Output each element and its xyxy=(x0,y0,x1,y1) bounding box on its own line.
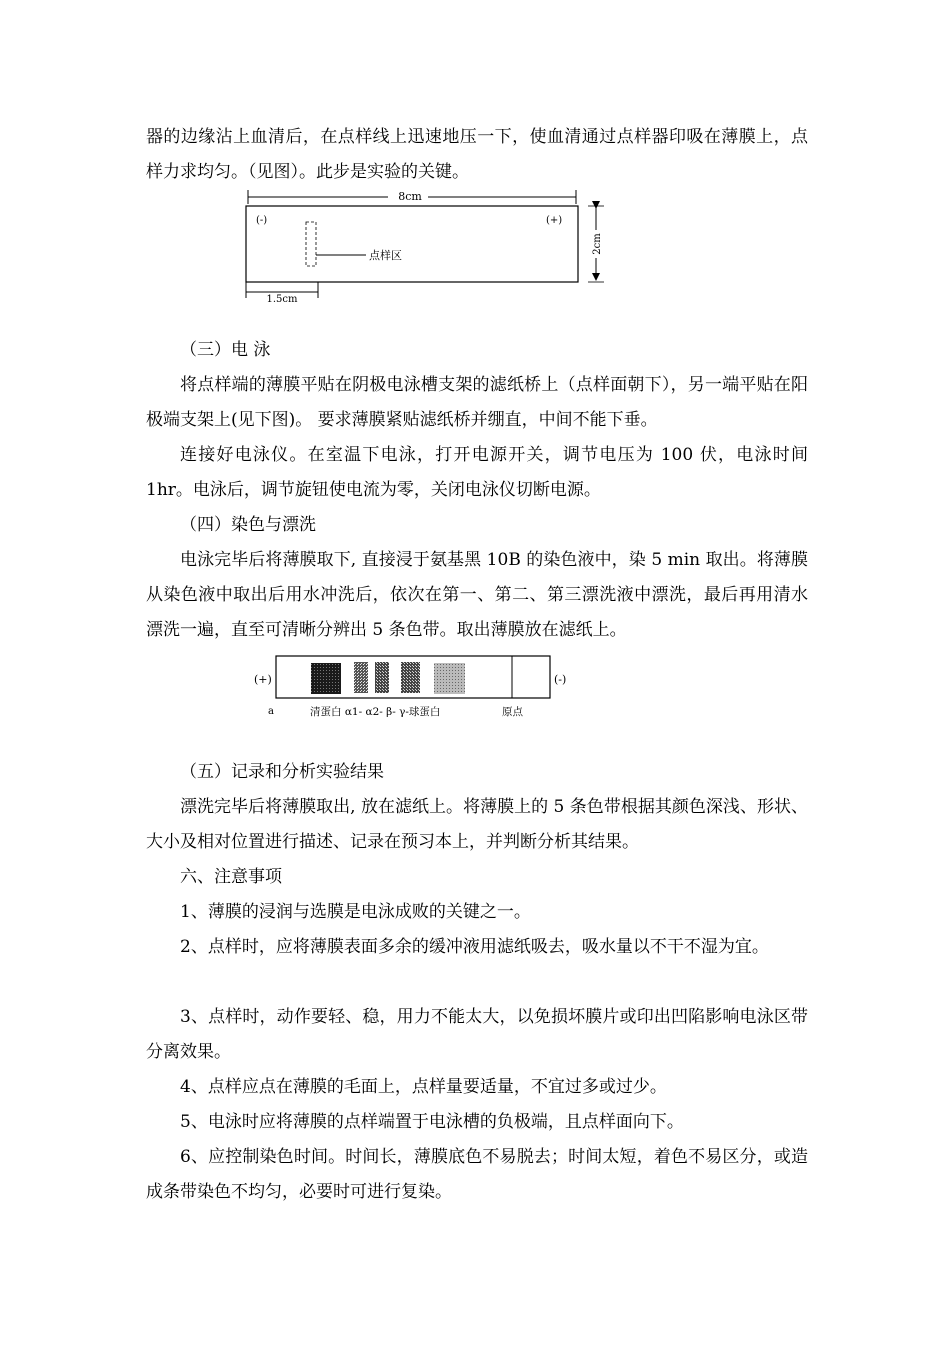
section-4-heading: （四）染色与漂洗 xyxy=(180,515,316,535)
section-4-paragraph-1: 电泳完毕后将薄膜取下, 直接浸于氨基黑 10B 的染色液中，染 5 min 取出。将薄膜从染色液中取出后用水冲洗后，依次在第一、第二、第三漂洗液中漂洗，最后再用清水漂洗一遍，直至可清晰分辨出 5 条色带。取出薄膜放在滤纸上。 xyxy=(146,550,808,640)
gamma-band xyxy=(434,663,465,694)
beta-band xyxy=(401,662,420,693)
offset-label: 1.5cm xyxy=(266,294,298,304)
note-item-3: 3、点样时，动作要轻、稳，用力不能太大，以免损坏膜片或印出凹陷影响电泳区带分离效果。 xyxy=(146,1007,808,1062)
intro-paragraph: 器的边缘沾上血清后，在点样线上迅速地压一下，使血清通过点样器印吸在薄膜上，点样力求均匀。（见图）。此步是实验的关键。 xyxy=(146,127,808,182)
section-3-paragraph-2: 连接好电泳仪。在室温下电泳，打开电源开关，调节电压为 100 伏，电泳时间 1hr。电泳后，调节旋钮使电流为零，关闭电泳仪切断电源。 xyxy=(146,445,808,500)
note-item-6: 6、应控制染色时间。时间长，薄膜底色不易脱去；时间太短，着色不易区分，或造成条带染色不均匀，必要时可进行复染。 xyxy=(146,1147,808,1202)
section-5-paragraph-1: 漂洗完毕后将薄膜取出, 放在滤纸上。将薄膜上的 5 条色带根据其颜色深浅、形状、大小及相对位置进行描述、记录在预习本上，并判断分析其结果。 xyxy=(146,797,808,852)
section-3-paragraph-1: 将点样端的薄膜平贴在阴极电泳槽支架的滤纸桥上（点样面朝下），另一端平贴在阳极端支架上(见下图)。 要求薄膜紧贴滤纸桥并绷直，中间不能下垂。 xyxy=(146,375,808,430)
note-item-1: 1、薄膜的浸润与选膜是电泳成败的关键之一。 xyxy=(180,902,531,922)
alpha2-band xyxy=(375,662,389,693)
width-label: 8cm xyxy=(398,190,422,203)
height-label: 2cm xyxy=(592,233,603,255)
section-6-heading: 六、注意事项 xyxy=(180,867,282,887)
band-labels: 清蛋白 α1- α2- β- γ-球蛋白 xyxy=(310,706,441,718)
sample-zone-label: 点样区 xyxy=(369,249,402,262)
albumin-band xyxy=(311,663,341,694)
a-label: a xyxy=(268,706,274,717)
note-item-5: 5、电泳时应将薄膜的点样端置于电泳槽的负极端，且点样面向下。 xyxy=(180,1112,684,1132)
positive-label: (+) xyxy=(546,215,563,226)
section-3-heading: （三）电 泳 xyxy=(180,340,271,360)
membrane-strip xyxy=(246,206,578,282)
section-5-heading: （五）记录和分析实验结果 xyxy=(180,762,384,782)
positive-label: (+) xyxy=(254,673,272,686)
origin-label: 原点 xyxy=(502,706,523,718)
alpha1-band xyxy=(354,662,368,693)
electrophoresis-diagram xyxy=(250,654,580,722)
negative-label: (-) xyxy=(554,673,567,686)
note-item-4: 4、点样应点在薄膜的毛面上，点样量要适量，不宜过多或过少。 xyxy=(180,1077,667,1097)
negative-label: (-) xyxy=(256,215,268,226)
note-item-2: 2、点样时，应将薄膜表面多余的缓冲液用滤纸吸去，吸水量以不干不湿为宜。 xyxy=(180,937,769,957)
membrane-diagram xyxy=(238,186,618,304)
